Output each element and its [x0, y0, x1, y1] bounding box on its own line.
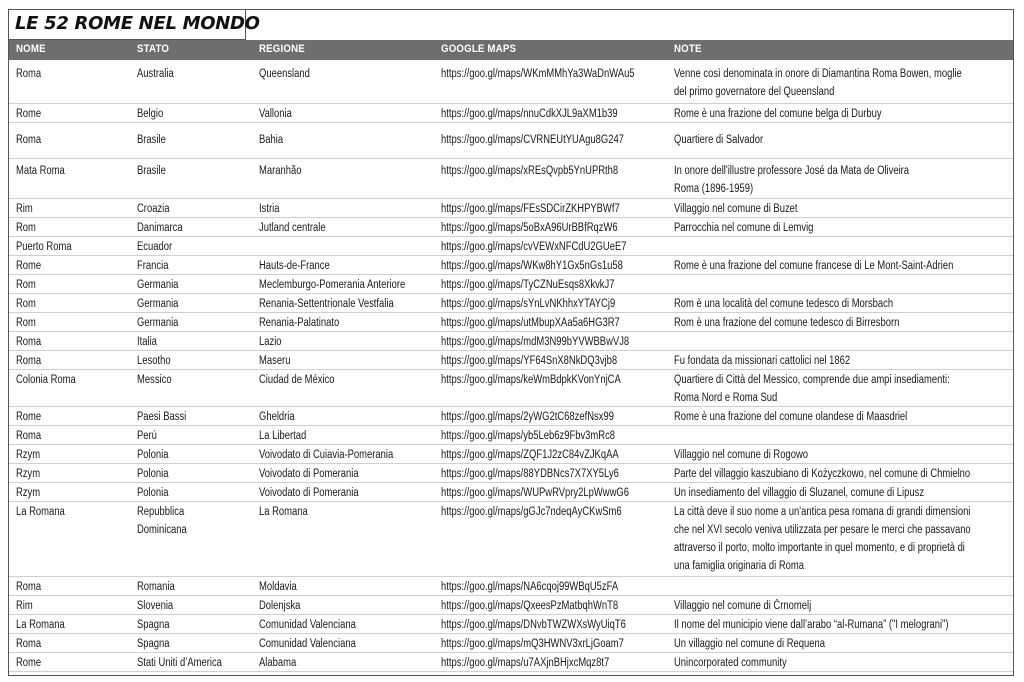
table-row	[9, 634, 1013, 653]
cell-note-line: Rome è una frazione del comune olandese di Maasdriel	[674, 411, 908, 423]
cell-stato-line: Australia	[137, 68, 174, 80]
cell-regione: Renania-Settentrionale Vestfalia	[259, 298, 394, 310]
cell-regione: Meclemburgo-Pomerania Anteriore	[259, 279, 406, 291]
cell-google-maps-link[interactable]: https://goo.gl/maps/2yWG2tC68zefNsx99	[441, 411, 614, 423]
cell-nome: Rome	[16, 411, 42, 423]
cell-stato-line: Danimarca	[137, 222, 183, 234]
cell-google-maps-link[interactable]: https://goo.gl/maps/mdM3N99bYVWBBwVJ8	[441, 336, 630, 348]
cell-stato-line: Francia	[137, 260, 169, 272]
cell-note	[674, 162, 909, 198]
cell-stato-line: Germania	[137, 317, 179, 329]
cell-note-line: Rom è una località del comune tedesco di Morsbach	[674, 298, 894, 310]
table-row	[9, 237, 1013, 256]
cell-stato-line: Spagna	[137, 638, 170, 650]
cell-regione: Maranhão	[259, 165, 302, 177]
cell-stato-line: Ecuador	[137, 241, 173, 253]
cell-google-maps-link[interactable]: https://goo.gl/maps/5oBxA96UrBBfRqzW6	[441, 222, 618, 234]
table-row	[9, 577, 1013, 596]
cell-nome: Rome	[16, 108, 42, 120]
cell-regione: Queensland	[259, 68, 310, 80]
cell-google-maps-link[interactable]: https://goo.gl/maps/keWmBdpkKVonYnjCA	[441, 374, 621, 386]
cell-stato-line: Croazia	[137, 203, 170, 215]
cell-stato-line: Italia	[137, 336, 157, 348]
cell-google-maps-link[interactable]: https://goo.gl/maps/QxeesPzMatbqhWnT8	[441, 600, 619, 612]
cell-stato-line: Stati Uniti d’America	[137, 657, 222, 669]
cell-note-line: Roma (1896-1959)	[674, 183, 754, 195]
cell-stato-line: Germania	[137, 298, 179, 310]
cell-note	[674, 484, 924, 502]
cell-note-line: Parte del villaggio kaszubiano di Kożyczkowo, nel comune di Chmielno	[674, 468, 971, 480]
cell-stato	[137, 257, 168, 275]
cell-stato	[137, 333, 157, 351]
cell-stato-line: Dominicana	[137, 524, 187, 536]
cell-note	[674, 105, 882, 123]
table-row	[9, 104, 1013, 123]
cell-google-maps-link[interactable]: https://goo.gl/maps/gGJc7ndeqAyCKwSm6	[441, 506, 622, 518]
cell-note-line: Rom è una frazione del comune tedesco di Birresborn	[674, 317, 900, 329]
table-row	[9, 483, 1013, 502]
table-row	[9, 653, 1013, 672]
cell-note-line: Il nome del municipio viene dall’arabo “al-Rumana” ("I melograni")	[674, 619, 949, 631]
header-nome: NOME	[16, 43, 46, 55]
cell-regione: Istria	[259, 203, 280, 215]
cell-note-line: Villaggio nel comune di Rogowo	[674, 449, 809, 461]
cell-stato-line: Brasile	[137, 165, 166, 177]
cell-google-maps-link[interactable]: https://goo.gl/maps/TyCZNuEsqs8XkvkJ7	[441, 279, 615, 291]
cell-regione: Voivodato di Pomerania	[259, 487, 359, 499]
cell-google-maps-link[interactable]: https://goo.gl/maps/DNvbTWZWXsWyUiqT6	[441, 619, 626, 631]
cell-stato	[137, 465, 168, 483]
cell-note	[674, 200, 798, 218]
cell-note-line: Un villaggio nel comune di Requena	[674, 638, 825, 650]
cell-stato	[137, 276, 178, 294]
cell-google-maps-link[interactable]: https://goo.gl/maps/xREsQvpb5YnUPRth8	[441, 165, 619, 177]
cell-regione: Jutland centrale	[259, 222, 326, 234]
cell-note	[674, 654, 787, 672]
cell-regione: Comunidad Valenciana	[259, 638, 356, 650]
cell-note-line: Un insediamento del villaggio di Śluzanel, comune di Lipusz	[674, 487, 925, 499]
cell-regione: Lazio	[259, 336, 282, 348]
cell-nome: Rom	[16, 298, 36, 310]
cell-stato	[137, 65, 174, 83]
table-row	[9, 445, 1013, 464]
cell-google-maps-link[interactable]: https://goo.gl/maps/WKw8hY1Gx5nGs1u58	[441, 260, 623, 272]
cell-stato	[137, 503, 187, 539]
cell-regione: Moldavia	[259, 581, 297, 593]
table-row	[9, 60, 1013, 104]
cell-stato	[137, 200, 170, 218]
cell-google-maps-link[interactable]: https://goo.gl/maps/u7AXjnBHjxcMqz8t7	[441, 657, 610, 669]
cell-nome: Roma	[16, 336, 42, 348]
cell-stato	[137, 219, 183, 237]
cell-note-line: Rome è una frazione del comune belga di Durbuy	[674, 108, 882, 120]
table-header	[9, 40, 1013, 60]
cell-regione: Bahia	[259, 134, 284, 146]
cell-google-maps-link[interactable]: https://goo.gl/maps/FEsSDCirZKHPYBWf7	[441, 203, 620, 215]
cell-google-maps-link[interactable]: https://goo.gl/maps/ZQF1J2zC84vZJKqAA	[441, 449, 619, 461]
table-row	[9, 351, 1013, 370]
table-row	[9, 275, 1013, 294]
cell-nome: Rome	[16, 657, 42, 669]
cell-note-line: una famiglia originaria di Roma	[674, 560, 804, 572]
cell-note	[674, 314, 899, 332]
cell-note-line: Quartiere di Salvador	[674, 134, 764, 146]
cell-note	[674, 352, 850, 370]
table-row	[9, 596, 1013, 615]
cell-nome: Rom	[16, 317, 36, 329]
cell-note	[674, 131, 763, 149]
cell-nome: Rim	[16, 600, 33, 612]
cell-stato	[137, 446, 168, 464]
cell-note-line: Parrocchia nel comune di Lemvig	[674, 222, 814, 234]
cell-nome: Roma	[16, 355, 42, 367]
cell-nome: Rom	[16, 222, 36, 234]
cell-nome: Roma	[16, 581, 42, 593]
cell-nome: La Romana	[16, 506, 65, 518]
cell-google-maps-link[interactable]: https://goo.gl/maps/YF64SnX8NkDQ3vjb8	[441, 355, 618, 367]
cell-nome: Rzym	[16, 449, 41, 461]
header-stato: STATO	[137, 43, 170, 55]
table-row	[9, 370, 1013, 407]
cell-regione: Maseru	[259, 355, 291, 367]
cell-stato	[137, 484, 168, 502]
cell-stato-line: Romania	[137, 581, 175, 593]
cell-note-line: Unincorporated community	[674, 657, 787, 669]
cell-nome: Rzym	[16, 487, 41, 499]
cell-regione: Hauts-de-France	[259, 260, 330, 272]
cell-stato-line: Repubblica	[137, 506, 185, 518]
header-note: NOTE	[674, 43, 702, 55]
cell-stato	[137, 314, 178, 332]
cell-stato-line: Polonia	[137, 449, 169, 461]
table-row	[9, 294, 1013, 313]
cell-stato	[137, 654, 222, 672]
cell-google-maps-link[interactable]: https://goo.gl/maps/WKmMMhYa3WaDnWAu5	[441, 68, 635, 80]
table-row	[9, 256, 1013, 275]
cell-nome: Rome	[16, 260, 42, 272]
table-row	[9, 123, 1013, 159]
cell-stato-line: Slovenia	[137, 600, 174, 612]
cell-note	[674, 371, 950, 407]
cell-regione: Renania-Palatinato	[259, 317, 340, 329]
table-row	[9, 199, 1013, 218]
cell-nome: Rzym	[16, 468, 41, 480]
cell-nome: Roma	[16, 430, 42, 442]
cell-regione: Comunidad Valenciana	[259, 619, 356, 631]
cell-regione: La Libertad	[259, 430, 307, 442]
cell-stato-line: Spagna	[137, 619, 170, 631]
cell-nome: Colonia Roma	[16, 374, 76, 386]
cell-note	[674, 65, 962, 101]
cell-stato-line: Paesi Bassi	[137, 411, 187, 423]
cell-stato	[137, 408, 186, 426]
cell-regione: La Romana	[259, 506, 308, 518]
cell-regione: Ciudad de México	[259, 374, 335, 386]
cell-stato	[137, 578, 175, 596]
cell-note-line: Rome è una frazione del comune francese di Le Mont-Saint-Adrien	[674, 260, 954, 272]
cell-note-line: Venne così denominata in onore di Diamantina Roma Bowen, moglie	[674, 68, 962, 80]
table-row	[9, 159, 1013, 199]
cell-note	[674, 295, 893, 313]
title-box	[8, 9, 260, 40]
cell-regione: Alabama	[259, 657, 297, 669]
cell-stato-line: Germania	[137, 279, 179, 291]
cell-nome: Roma	[16, 68, 42, 80]
cell-stato-line: Lesotho	[137, 355, 171, 367]
cell-note	[674, 219, 813, 237]
cell-nome: Roma	[16, 638, 42, 650]
cell-google-maps-link[interactable]: https://goo.gl/maps/sYnLvNKhhxYTAYCj9	[441, 298, 616, 310]
cell-note-line: La città deve il suo nome a un'antica pesa romana di grandi dimensioni	[674, 506, 971, 518]
cell-nome: Rom	[16, 279, 36, 291]
cell-stato	[137, 238, 172, 256]
cell-note-line: del primo governatore del Queensland	[674, 86, 835, 98]
cell-regione: Voivodato di Cuiavia-Pomerania	[259, 449, 394, 461]
table-row	[9, 426, 1013, 445]
cell-stato	[137, 131, 166, 149]
cell-note-line: attraverso il porto, molto importante in quel momento, e di proprietà di	[674, 542, 965, 554]
cell-stato	[137, 162, 166, 180]
cell-nome: Roma	[16, 134, 42, 146]
cell-regione: Dolenjska	[259, 600, 301, 612]
cell-nome: La Romana	[16, 619, 65, 631]
cell-note	[674, 465, 970, 483]
cell-google-maps-link[interactable]: https://goo.gl/maps/cvVEWxNFCdU2GUeE7	[441, 241, 627, 253]
cell-stato-line: Polonia	[137, 487, 169, 499]
cell-google-maps-link[interactable]: https://goo.gl/maps/nnuCdkXJL9aXM1b39	[441, 108, 618, 120]
cell-google-maps-link[interactable]: https://goo.gl/maps/WUPwRVpry2LpWwwG6	[441, 487, 629, 499]
cell-note	[674, 408, 907, 426]
cell-stato	[137, 427, 157, 445]
table-row	[9, 615, 1013, 634]
cell-stato-line: Polonia	[137, 468, 169, 480]
header-google-maps: GOOGLE MAPS	[441, 43, 517, 55]
cell-note-line: Villaggio nel comune di Buzet	[674, 203, 798, 215]
cell-note-line: che nel XVI secolo veniva utilizzata per pesare le merci che passavano	[674, 524, 971, 536]
cell-note-line: Fu fondata da missionari cattolici nel 1862	[674, 355, 851, 367]
cell-stato	[137, 295, 178, 313]
cell-note	[674, 635, 825, 653]
table-row	[9, 332, 1013, 351]
table-body	[9, 60, 1013, 672]
cell-stato-line: Messico	[137, 374, 172, 386]
cell-nome: Mata Roma	[16, 165, 65, 177]
cell-google-maps-link[interactable]: https://goo.gl/maps/mQ3HWNV3xrLjGoam7	[441, 638, 624, 650]
cell-stato-line: Perú	[137, 430, 157, 442]
cell-google-maps-link[interactable]: https://goo.gl/maps/NA6cqoj99WBqU5zFA	[441, 581, 619, 593]
cell-regione: Voivodato di Pomerania	[259, 468, 359, 480]
cell-note-line: Quartiere di Città del Messico, comprende due ampi insediamenti:	[674, 374, 950, 386]
table-row	[9, 407, 1013, 426]
cell-google-maps-link[interactable]: https://goo.gl/maps/utMbupXAa5a6HG3R7	[441, 317, 620, 329]
cell-google-maps-link[interactable]: https://goo.gl/maps/yb5Leb6z9Fbv3mRc8	[441, 430, 616, 442]
cell-regione: Vallonia	[259, 108, 292, 120]
cell-stato	[137, 105, 163, 123]
cell-stato-line: Brasile	[137, 134, 166, 146]
cell-note-line: Villaggio nel comune di Črnomelj	[674, 600, 812, 612]
cell-nome: Rim	[16, 203, 33, 215]
table-row	[9, 502, 1013, 577]
cell-stato	[137, 371, 172, 389]
cell-note	[674, 616, 949, 634]
header-regione: REGIONE	[259, 43, 305, 55]
cell-stato	[137, 616, 170, 634]
cell-stato	[137, 352, 171, 370]
cell-note-line: In onore dell'illustre professore José da Mata de Oliveira	[674, 165, 910, 177]
table-title: LE 52 ROME NEL MONDO	[15, 13, 260, 34]
cell-google-maps-link[interactable]: https://goo.gl/maps/88YDBNcs7X7XY5Ly6	[441, 468, 619, 480]
table-row	[9, 313, 1013, 332]
cell-stato	[137, 635, 170, 653]
cell-stato-line: Belgio	[137, 108, 164, 120]
cell-regione: Gheldria	[259, 411, 295, 423]
cell-note	[674, 257, 953, 275]
cell-stato	[137, 597, 173, 615]
table-row	[9, 218, 1013, 237]
table-row	[9, 464, 1013, 483]
cell-nome: Puerto Roma	[16, 241, 72, 253]
cell-note	[674, 503, 971, 575]
cell-note	[674, 597, 811, 615]
cell-note	[674, 446, 808, 464]
cell-google-maps-link[interactable]: https://goo.gl/maps/CVRNEUtYUAgu8G247	[441, 134, 624, 146]
cell-note-line: Roma Nord e Roma Sud	[674, 392, 778, 404]
